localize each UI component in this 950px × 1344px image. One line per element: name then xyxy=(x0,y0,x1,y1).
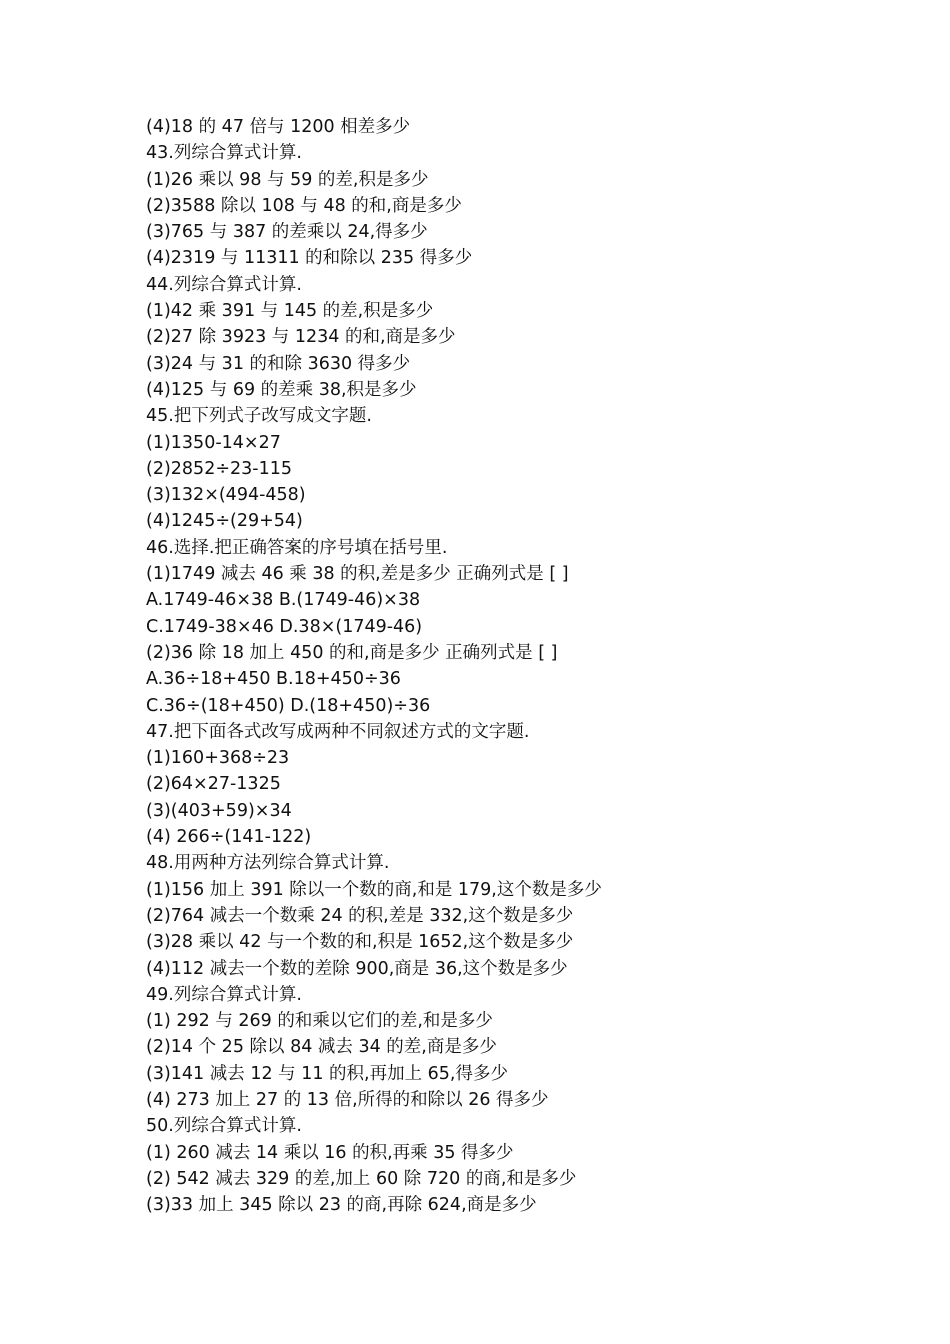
text-line: (1)1749 减去 46 乘 38 的积,差是多少 正确列式是 [ ] xyxy=(146,564,569,585)
text-line: (2)36 除 18 加上 450 的和,商是多少 正确列式是 [ ] xyxy=(146,642,558,663)
text-line: (2)764 减去一个数乘 24 的积,差是 332,这个数是多少 xyxy=(146,905,574,926)
text-line: (4)112 减去一个数的差除 900,商是 36,这个数是多少 xyxy=(146,958,568,979)
text-line: (2)2852÷23-115 xyxy=(146,458,292,479)
text-line: (3)765 与 387 的差乘以 24,得多少 xyxy=(146,222,428,243)
text-line: (1)26 乘以 98 与 59 的差,积是多少 xyxy=(146,169,429,190)
text-line: (2)3588 除以 108 与 48 的和,商是多少 xyxy=(146,195,462,216)
text-line: (4)18 的 47 倍与 1200 相差多少 xyxy=(146,117,411,137)
text-line: (4)1245÷(29+54) xyxy=(146,511,303,532)
section-heading: 46.选择.把正确答案的序号填在括号里. xyxy=(146,537,448,558)
text-line: (1)156 加上 391 除以一个数的商,和是 179,这个数是多少 xyxy=(146,879,602,900)
text-line: (3)28 乘以 42 与一个数的和,积是 1652,这个数是多少 xyxy=(146,932,574,953)
text-line: (1) 292 与 269 的和乘以它们的差,和是多少 xyxy=(146,1011,493,1032)
text-line: (1)160+368÷23 xyxy=(146,748,290,769)
text-line: (1) 260 减去 14 乘以 16 的积,再乘 35 得多少 xyxy=(146,1142,514,1163)
section-heading: 47.把下面各式改写成两种不同叙述方式的文字题. xyxy=(146,721,530,742)
text-line: (2)14 个 25 除以 84 减去 34 的差,商是多少 xyxy=(146,1037,497,1058)
text-line: (1)42 乘 391 与 145 的差,积是多少 xyxy=(146,301,434,322)
text-line: (3)132×(494-458) xyxy=(146,485,306,506)
text-line: (4)2319 与 11311 的和除以 235 得多少 xyxy=(146,248,473,269)
text-line: (2)64×27-1325 xyxy=(146,774,281,795)
answer-options: A.36÷18+450 B.18+450÷36 xyxy=(146,669,401,690)
text-line: (3)(403+59)×34 xyxy=(146,800,292,821)
section-heading: 50.列综合算式计算. xyxy=(146,1116,302,1137)
answer-options: A.1749-46×38 B.(1749-46)×38 xyxy=(146,590,421,611)
section-heading: 49.列综合算式计算. xyxy=(146,984,302,1005)
text-line: (3)33 加上 345 除以 23 的商,再除 624,商是多少 xyxy=(146,1195,537,1216)
section-heading: 43.列综合算式计算. xyxy=(146,143,302,164)
document-text-block xyxy=(146,114,906,1218)
answer-options: C.36÷(18+450) D.(18+450)÷36 xyxy=(146,695,431,716)
answer-options: C.1749-38×46 D.38×(1749-46) xyxy=(146,616,423,637)
text-line: (1)1350-14×27 xyxy=(146,432,281,453)
text-line: (4) 266÷(141-122) xyxy=(146,827,312,848)
text-line: (4) 273 加上 27 的 13 倍,所得的和除以 26 得多少 xyxy=(146,1089,549,1110)
text-line: (3)141 减去 12 与 11 的积,再加上 65,得多少 xyxy=(146,1063,508,1084)
text-line: (2) 542 减去 329 的差,加上 60 除 720 的商,和是多少 xyxy=(146,1168,577,1189)
section-heading: 45.把下列式子改写成文字题. xyxy=(146,406,372,427)
text-line: (4)125 与 69 的差乘 38,积是多少 xyxy=(146,379,417,400)
text-line: (2)27 除 3923 与 1234 的和,商是多少 xyxy=(146,327,456,348)
section-heading: 48.用两种方法列综合算式计算. xyxy=(146,853,390,874)
text-line: (3)24 与 31 的和除 3630 得多少 xyxy=(146,353,411,374)
section-heading: 44.列综合算式计算. xyxy=(146,274,302,295)
